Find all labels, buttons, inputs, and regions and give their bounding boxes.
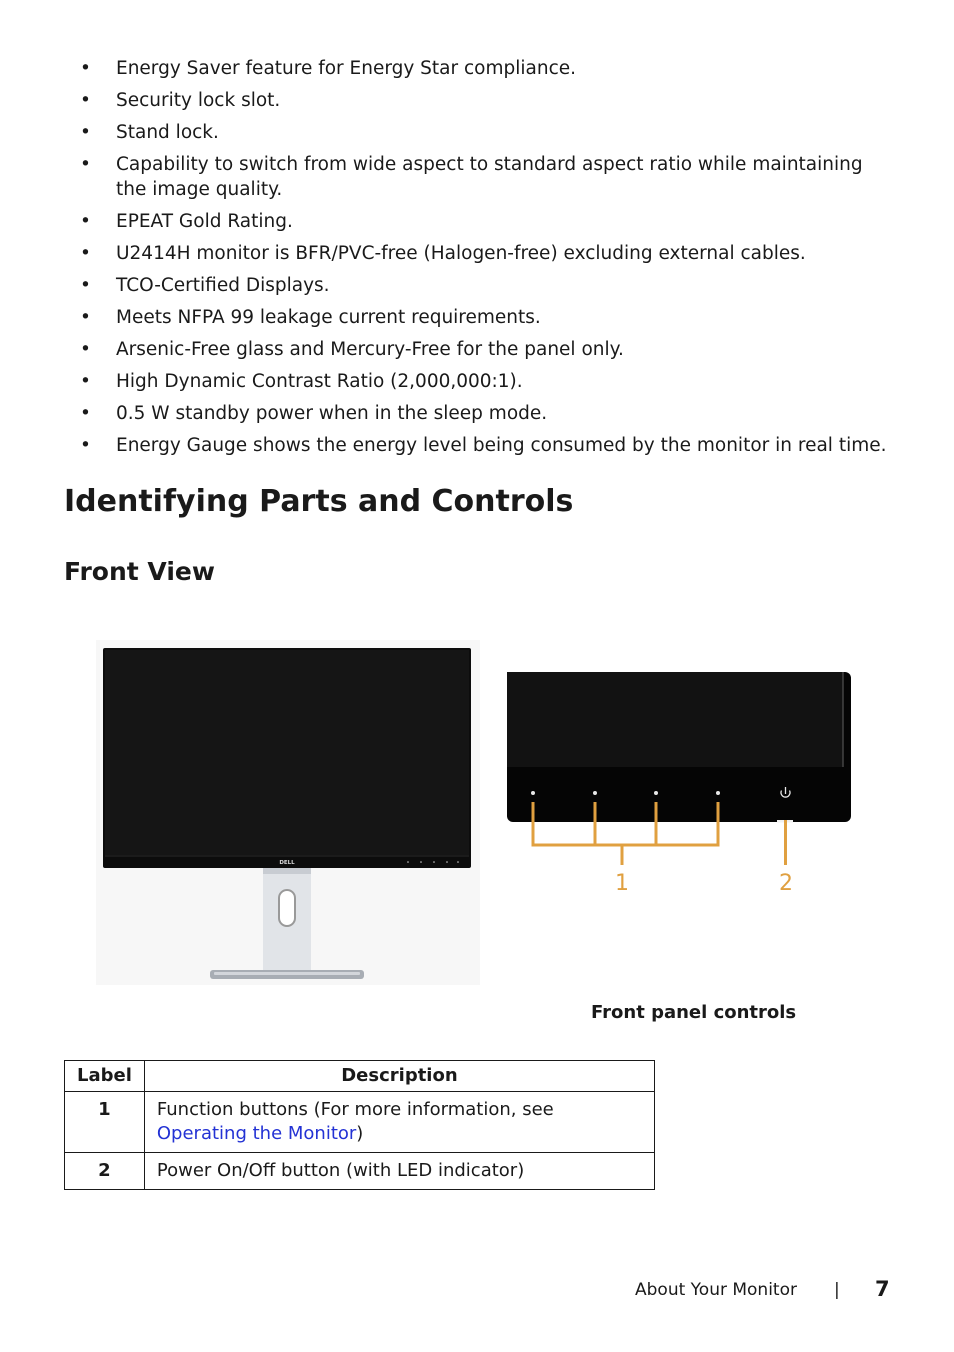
bullet-icon: • (80, 275, 91, 296)
bullet-icon: • (80, 154, 91, 175)
row-label: 1 (65, 1092, 145, 1153)
page-footer (635, 1277, 890, 1301)
list-item: • TCO-Certified Displays. (80, 275, 330, 296)
cable-slot (279, 890, 295, 926)
list-item: • Capability to switch from wide aspect to standard aspect ratio while maintaining the image quality. (80, 154, 863, 200)
dell-logo: DELL (279, 860, 295, 866)
list-item: • Stand lock. (80, 122, 219, 143)
monitor-screen (105, 650, 469, 855)
callout-2: 2 (779, 871, 793, 896)
list-item: • Meets NFPA 99 leakage current requirements. (80, 307, 541, 328)
list-item: • EPEAT Gold Rating. (80, 211, 293, 232)
page-number: 7 (875, 1277, 890, 1301)
function-button-3 (654, 791, 658, 795)
bullet-icon: • (80, 339, 91, 360)
bullet-icon: • (80, 403, 91, 424)
table-row (65, 1153, 655, 1190)
function-button-2 (593, 791, 597, 795)
section-heading: Identifying Parts and Controls (64, 484, 574, 519)
figure-caption: Front panel controls (591, 1002, 797, 1023)
bullet-icon: • (80, 307, 91, 328)
header-label: Label (65, 1061, 145, 1092)
monitor-front-image (96, 640, 480, 985)
feature-list (78, 56, 898, 465)
list-item: • Security lock slot. (80, 90, 281, 111)
row-description: Function buttons (For more information, see Operating the Monitor) (144, 1092, 654, 1153)
bullet-icon: • (80, 90, 91, 111)
table-row (65, 1092, 655, 1153)
function-button-1 (531, 791, 535, 795)
parts-table (64, 1060, 655, 1190)
list-item: • Arsenic-Free glass and Mercury-Free for the panel only. (80, 339, 624, 360)
header-description: Description (144, 1061, 654, 1092)
bullet-icon: • (80, 122, 91, 143)
row-description: Power On/Off button (with LED indicator) (144, 1153, 654, 1190)
bullet-icon: • (80, 243, 91, 264)
list-item: • High Dynamic Contrast Ratio (2,000,000:1). (80, 371, 523, 392)
operating-monitor-link[interactable]: Operating the Monitor (156, 1123, 357, 1144)
bullet-icon: • (80, 58, 91, 79)
list-item: • Energy Saver feature for Energy Star compliance. (80, 58, 577, 79)
function-button-4 (716, 791, 720, 795)
footer-separator: | (834, 1280, 840, 1300)
row-label: 2 (65, 1153, 145, 1190)
list-item: • Energy Gauge shows the energy level being consumed by the monitor in real time. (80, 435, 887, 456)
list-item: • U2414H monitor is BFR/PVC-free (Halogen-free) excluding external cables. (80, 243, 806, 264)
bullet-icon: • (80, 371, 91, 392)
bullet-icon: • (80, 435, 91, 456)
footer-section: About Your Monitor (635, 1280, 797, 1300)
subsection-heading: Front View (64, 557, 215, 586)
front-panel-controls-image (500, 660, 860, 900)
bullet-icon: • (80, 211, 91, 232)
list-item: • 0.5 W standby power when in the sleep mode. (80, 403, 548, 424)
table-header-row (65, 1061, 655, 1092)
callout-1: 1 (615, 871, 629, 896)
